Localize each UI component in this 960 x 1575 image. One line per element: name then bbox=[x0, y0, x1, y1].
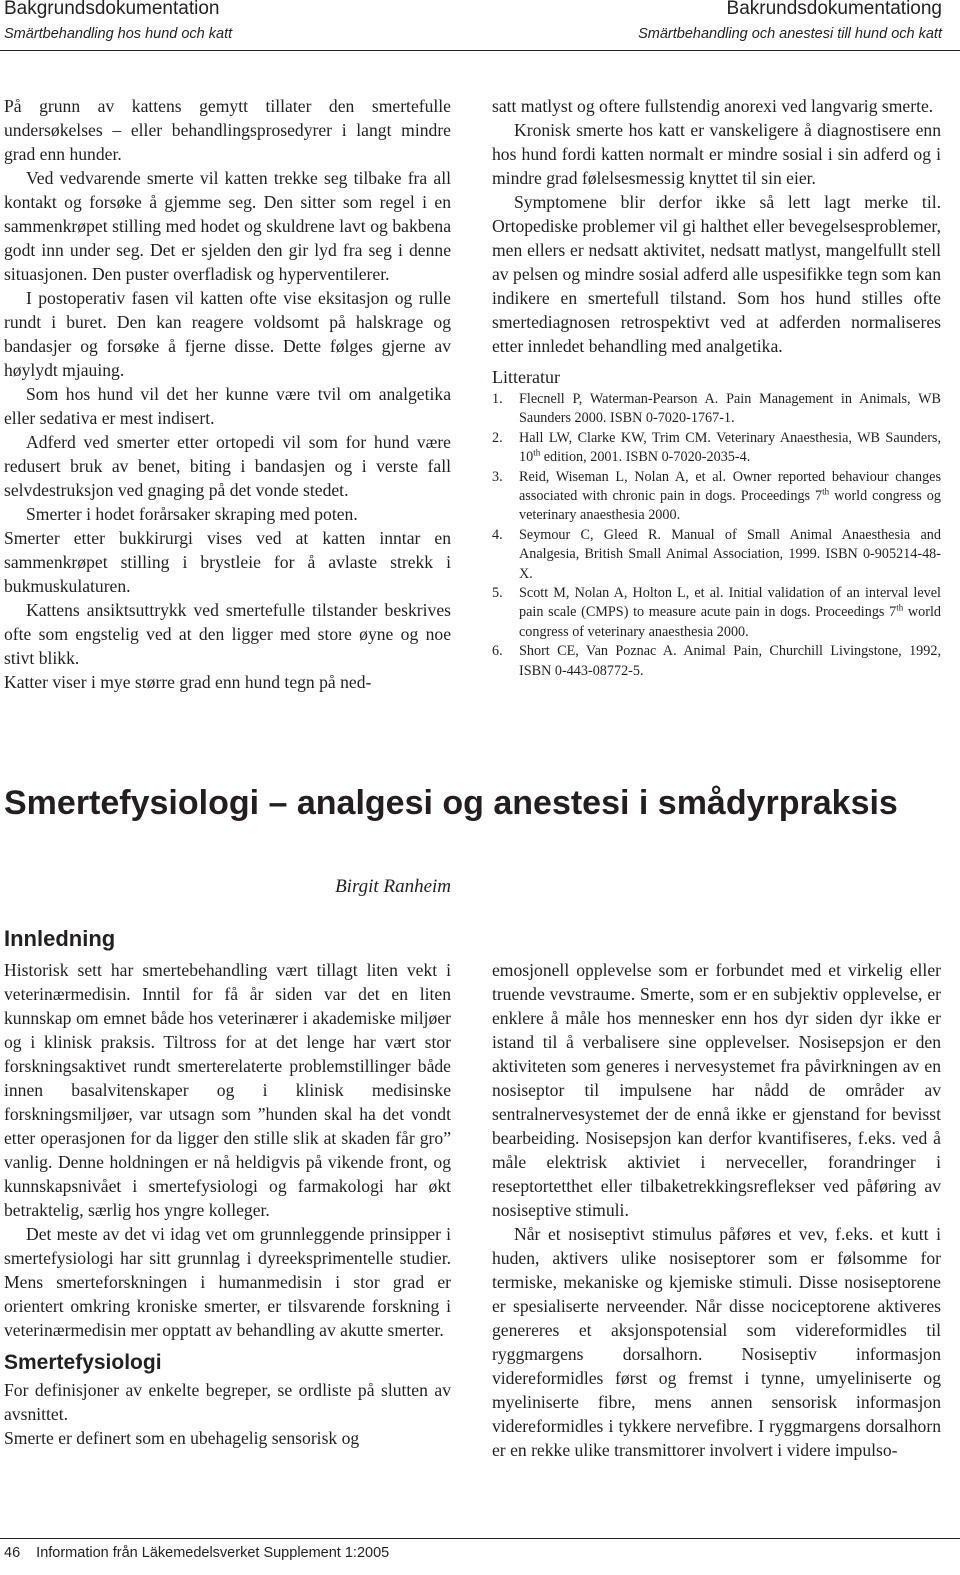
paragraph: På grunn av kattens gemytt tillater den smertefulle undersøkelses – eller behandlingsprosedyrer i langt mindre grad enn hunder. bbox=[4, 96, 451, 164]
reference-item bbox=[492, 390, 941, 429]
header-right-title: Bakrundsdokumentationg bbox=[726, 0, 942, 19]
reference-number: 2. bbox=[492, 429, 503, 446]
reference-item bbox=[492, 526, 941, 584]
paragraph: Smerte er definert som en ubehagelig sensorisk og bbox=[4, 1428, 360, 1448]
bottom-right-column bbox=[492, 958, 941, 1462]
reference-item bbox=[492, 468, 941, 526]
reference-superscript: th bbox=[822, 486, 830, 497]
bottom-left-column bbox=[4, 958, 451, 1450]
reference-text: Short CE, Van Poznac A. Animal Pain, Churchill Livingstone, 1992, ISBN 0-443-08772-5. bbox=[519, 643, 941, 679]
paragraph: Symptomene blir derfor ikke så lett lagt merke til. Ortopediske problemer vil gi halthet eller bevegelsesproblemer, men ellers er nedsatt aktivitet, nedsatt matlyst, mangelfullt stell av pelsen og mindre sosial adferd alle uspesifikke tegn som kan indikere en smertefull tilstand. Som hos hund stilles ofte smertediagnosen retrospektivt ved at adferden normaliseres etter innledet behandling med analgetika. bbox=[492, 192, 941, 356]
paragraph: I postoperativ fasen vil katten ofte vise eksitasjon og rulle rundt i buret. Den kan reagere voldsomt på halskrage og bandasjer og forsøke å fjerne disse. Dette følges gjerne av høylydt mjauing. bbox=[4, 288, 451, 380]
footer-rule bbox=[0, 1538, 960, 1539]
paragraph: satt matlyst og oftere fullstendig anorexi ved langvarig smerte. bbox=[492, 96, 934, 116]
header-left-subtitle: Smärtbehandling hos hund och katt bbox=[4, 26, 233, 42]
paragraph: Smerter i hodet forårsaker skraping med poten. bbox=[26, 504, 358, 524]
paragraph: Katter viser i mye større grad enn hund tegn på ned- bbox=[4, 672, 372, 692]
reference-text: Scott M, Nolan A, Holton L, et al. Initial validation of an interval level pain scale (CMPS) to measure acute pain in dogs. Proceedings 7 bbox=[519, 585, 941, 621]
reference-text: Reid, Wiseman L, Nolan A, et al. Owner reported behaviour changes associated with chronic pain in dogs. Proceedings 7 bbox=[519, 468, 941, 505]
paragraph: Når et nosiseptivt stimulus påføres et vev, f.eks. et kutt i huden, aktivers ulike nosiseptorer som er følsomme for termiske, mekaniske og kjemiske stimuli. Disse nosiseptorene er spesialiserte nerveender. Når disse nociceptorene aktiveres genereres et aksjonspotensial som videreformidles til ryggmargens dorsalhorn. Nosiseptiv informasjon videreformidles først og fremst i tynne, umyeliniserte og myeliniserte fibre, mens annen sensorisk informasjon videreformidles i tykkere nervefibre. I ryggmargens dorsalhorn er en rekke ulike transmittorer involvert i videre impulso- bbox=[492, 1224, 941, 1460]
top-left-column bbox=[4, 94, 451, 694]
paragraph: Ved vedvarende smerte vil katten trekke seg tilbake fra all kontakt og forsøke å gjemme seg. Den sitter som regel i en sammenkrøpet stilling med hodet og skuldrene lavt og bakbena godt inn under seg. Det er sjelden den gir lyd fra seg i denne situasjonen. Den puster overfladisk og hyperventilerer. bbox=[4, 168, 451, 284]
header-right-subtitle: Smärtbehandling och anestesi till hund och katt bbox=[638, 26, 942, 42]
reference-text-end: edition, 2001. ISBN 0-7020-2035-4. bbox=[540, 449, 751, 466]
paragraph: Det meste av det vi idag vet om grunnleggende prinsipper i smertefysiologi har sitt grunnlag i dyreeksprimentelle studier. Mens smerteforskningen i humanmedisin i stor grad er orientert omkring kroniske smerter, er tilsvarende forskning i veterinærmedisin mer opptatt av behandling av akutte smerter. bbox=[4, 1224, 451, 1340]
intro-heading: Innledning bbox=[4, 926, 116, 951]
paragraph: Smerter etter bukkirurgi vises ved at katten inntar en sammenkrøpet stilling i brystleie for å avlaste strekk i bukmuskulaturen. bbox=[4, 528, 451, 596]
reference-number: 1. bbox=[492, 391, 503, 407]
literature-heading: Litteratur bbox=[492, 367, 560, 387]
paragraph: Kronisk smerte hos katt er vanskeligere å diagnostisere enn hos hund fordi katten normalt er mindre sosial i sin adferd og i mindre grad følelsesmessig knyttet til sin eier. bbox=[492, 120, 941, 188]
reference-number: 3. bbox=[492, 468, 503, 485]
reference-number: 6. bbox=[492, 643, 503, 660]
paragraph: Adferd ved smerter etter ortopedi vil som for hund være redusert bruk av benet, biting i bandasjen og i verste fall selvdestruksjon ved gnaging på det vonde stedet. bbox=[4, 432, 451, 500]
reference-text: Seymour C, Gleed R. Manual of Small Animal Anaesthesia and Analgesia, British Small Animal Association, 1999. ISBN 0-905214-48-X. bbox=[519, 526, 941, 582]
publication-name: Information från Läkemedelsverket Supplement 1:2005 bbox=[36, 1545, 390, 1561]
header-rule bbox=[0, 50, 960, 51]
page-number: 46 bbox=[4, 1545, 21, 1561]
reference-superscript: th bbox=[533, 447, 541, 458]
section-heading: Smertefysiologi bbox=[4, 1351, 162, 1374]
reference-text: Flecnell P, Waterman-Pearson A. Pain Management in Animals, WB Saunders 2000. ISBN 0-7020-1767-1. bbox=[519, 391, 941, 427]
paragraph: Som hos hund vil det her kunne være tvil om analgetika eller sedativa er mest indisert. bbox=[4, 384, 451, 428]
top-right-column bbox=[492, 94, 941, 681]
page-footer bbox=[4, 1545, 389, 1561]
page-header bbox=[0, 0, 960, 52]
article-title: Smertefysiologi – analgesi og anestesi i smådyrpraksis bbox=[4, 784, 898, 822]
article-author: Birgit Ranheim bbox=[335, 876, 451, 897]
paragraph: Kattens ansiktsuttrykk ved smertefulle tilstander beskrives ofte som engstelig ved at den ligger med store øyne og noe stivt blikk. bbox=[4, 600, 451, 668]
reference-text: Hall LW, Clarke KW, Trim CM. Veterinary Anaesthesia, WB Saunders, 10 bbox=[519, 429, 941, 466]
reference-list bbox=[492, 390, 941, 681]
reference-item bbox=[492, 429, 941, 468]
reference-text-end: world congress og veterinary anaesthesia 2000. bbox=[519, 488, 941, 524]
reference-text-end: world congress of veterinary anaesthesia 2000. bbox=[519, 604, 941, 640]
reference-superscript: th bbox=[896, 602, 904, 613]
paragraph: For definisjoner av enkelte begreper, se ordliste på slutten av avsnittet. bbox=[4, 1380, 451, 1424]
reference-number: 4. bbox=[492, 526, 503, 543]
reference-number: 5. bbox=[492, 585, 503, 602]
paragraph: Historisk sett har smertebehandling vært tillagt liten vekt i veterinærmedisin. Inntil for få år siden var det en liten kunnskap om emnet både hos veterinærer i akademiske miljøer og i klinisk praksis. Tiltross for at det lenge har vært stor forskningsaktivet rundt smerterelaterte problemstillinger både innen basalvitenskaper og i klinisk medisinske forskningsmiljøer, var utsagn som ”hunden skal ha det vondt etter operasjonen for da ligger den stille slik at skaden får gro” vanlig. Denne holdningen er nå heldigvis på vikende front, og kunnskapsnivået i smertefysiologi og farmakologi har økt betraktelig, særlig hos yngre kolleger. bbox=[4, 960, 451, 1220]
header-left-title: Bakgrundsdokumentation bbox=[4, 0, 220, 19]
reference-item bbox=[492, 642, 941, 681]
paragraph: emosjonell opplevelse som er forbundet med et virkelig eller truende vevstraume. Smerte, som er en subjektiv opplevelse, er enklere å måle hos mennesker enn hos dyr siden dyr ikke er istand til å verbalisere sine opplevelser. Nosisepsjon er den aktiviteten som generes i nervesystemet fra påvirkningen av en nosiseptor til impulsene har nådd de områder av sentralnervesystemet der de ennå ikke er gjenstand for bevisst bearbeiding. Nosisepsjon kan derfor kvantifiseres, f.eks. ved å måle elektrisk aktiviet i nerveceller, forandringer i reseptortetthet eller tilbaketrekkingsreflekser ved påføring av nosiseptive stimuli. bbox=[492, 960, 941, 1220]
reference-item bbox=[492, 584, 941, 642]
